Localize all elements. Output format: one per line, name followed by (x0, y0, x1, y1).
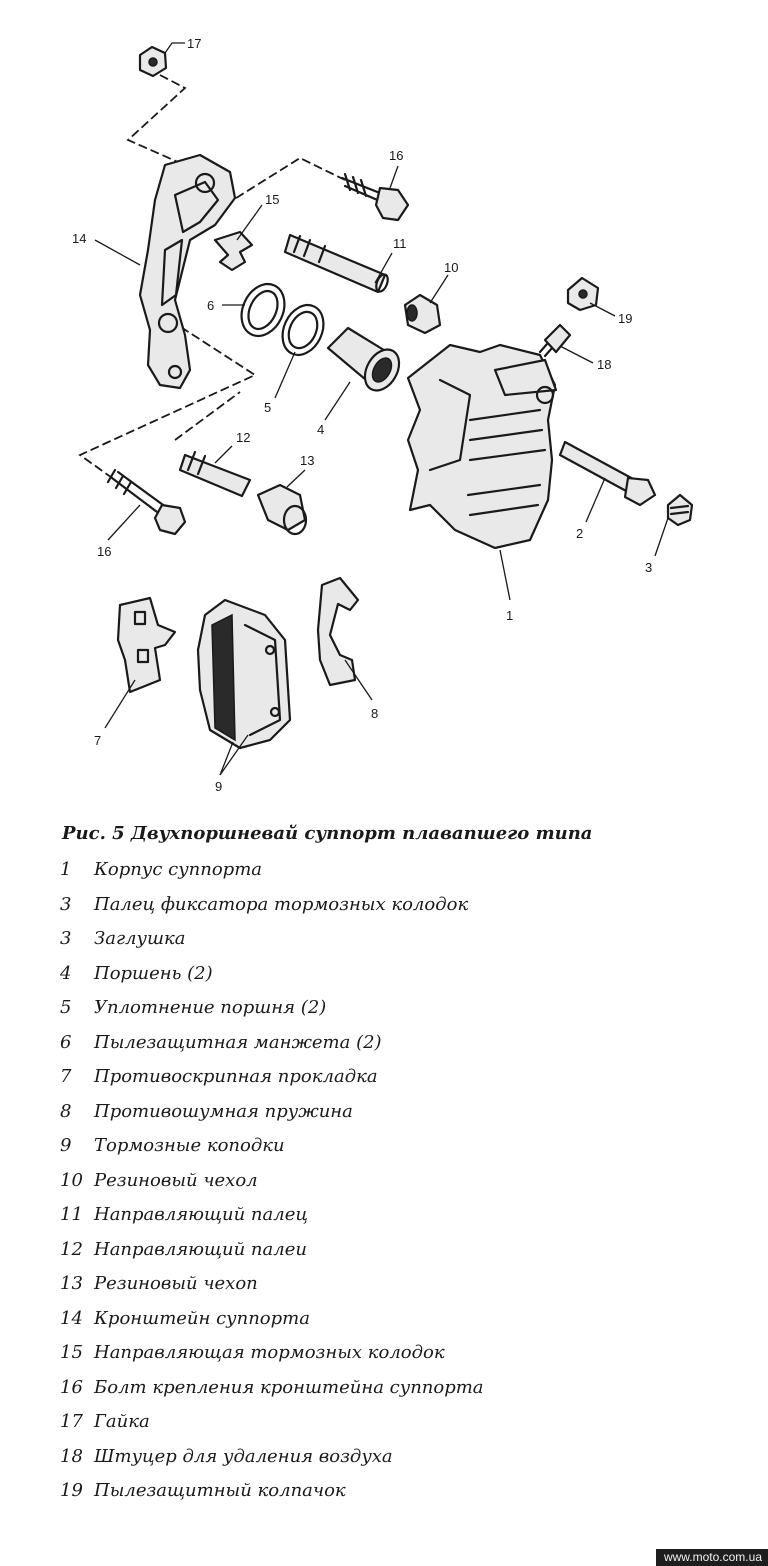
legend-text: Кронштейн суппорта (94, 1307, 310, 1329)
leader-18 (560, 346, 593, 363)
bleeder-screw (540, 325, 570, 356)
legend-num: 12 (60, 1238, 83, 1260)
legend-text: Заглушка (94, 928, 186, 949)
callout-3: 3 (645, 560, 653, 575)
legend-text: Резиновый чехоп (94, 1273, 258, 1294)
callout-14: 14 (72, 231, 87, 246)
legend-item (60, 1026, 740, 1061)
legend-item (60, 1095, 740, 1130)
leader-5 (275, 352, 295, 398)
bracket-bolt-top (342, 174, 408, 220)
legend-item (60, 888, 740, 923)
legend-num: 3 (60, 928, 72, 949)
legend-item (60, 853, 740, 888)
legend-text: Корпус суппорта (94, 859, 262, 880)
leader-7 (105, 680, 135, 728)
legend-text: Направляющая тормозных колодок (94, 1342, 445, 1363)
callout-18: 18 (597, 357, 612, 372)
callout-17: 17 (187, 36, 202, 51)
legend-num: 5 (60, 997, 72, 1018)
pad-guide (215, 232, 252, 270)
leader-15 (237, 205, 262, 240)
assembly-line-pin (175, 392, 240, 440)
legend-item (60, 957, 740, 992)
legend-num: 9 (60, 1135, 72, 1156)
legend-num: 19 (60, 1480, 83, 1501)
legend-num: 6 (60, 1031, 72, 1053)
site-watermark: www.moto.com.ua (656, 1549, 768, 1566)
legend-text: Болт крепления кронштейна суппорта (94, 1376, 484, 1398)
legend-item (60, 922, 740, 957)
callout-16-bottom: 16 (97, 544, 112, 559)
legend-text: Палец фиксатора тормозных колодок (94, 893, 469, 915)
legend-text: Гайка (94, 1411, 150, 1432)
legend-item (60, 1405, 740, 1440)
callout-10: 10 (444, 260, 459, 275)
parts-legend (60, 853, 740, 1509)
legend-text: Противошумная пружина (94, 1100, 353, 1122)
guide-pin-upper (285, 235, 390, 293)
leader-13 (287, 470, 305, 487)
legend-text: Направляющий палеи (94, 1238, 307, 1260)
legend-item (60, 1440, 740, 1475)
legend-num: 7 (60, 1066, 72, 1087)
legend-item (60, 1198, 740, 1233)
rubber-boot-10 (405, 295, 440, 333)
bracket-bolt-bottom (108, 470, 185, 534)
brake-pads (198, 600, 290, 748)
callout-7: 7 (94, 733, 102, 748)
callout-6: 6 (207, 298, 215, 313)
leader-10 (430, 275, 448, 303)
legend-item (60, 1474, 740, 1509)
legend-item (60, 1267, 740, 1302)
callout-11: 11 (393, 236, 407, 251)
pad-pin (560, 442, 655, 505)
legend-num: 15 (60, 1342, 83, 1363)
legend-num: 14 (60, 1307, 83, 1329)
legend-item (60, 1371, 740, 1406)
legend-num: 16 (60, 1376, 83, 1398)
callout-15: 15 (265, 192, 280, 207)
nut (140, 47, 166, 76)
callout-12: 12 (236, 430, 251, 445)
figure-caption: Рис. 5 Двухпоршневай суппорт плавапшего типа (62, 823, 593, 844)
callout-4: 4 (317, 422, 325, 437)
legend-item (60, 1164, 740, 1199)
leader-3 (655, 518, 668, 556)
plug (668, 495, 692, 525)
legend-item (60, 1302, 740, 1337)
callout-5: 5 (264, 400, 272, 415)
callout-1: 1 (506, 608, 514, 623)
legend-num: 1 (60, 859, 72, 880)
legend-item (60, 1060, 740, 1095)
callout-9: 9 (215, 779, 223, 794)
leader-17 (165, 43, 185, 53)
legend-text: Противоскрипная прокладка (94, 1066, 378, 1087)
legend-text: Тормозные коподки (94, 1135, 285, 1156)
leader-2 (586, 478, 605, 522)
leader-16b (108, 505, 140, 540)
piston (328, 328, 406, 397)
anti-squeal-shim (118, 598, 175, 692)
legend-text: Пылезащитный колпачок (94, 1480, 346, 1501)
legend-text: Штуцер для удаления воздуха (94, 1445, 393, 1467)
legend-text: Направляющий палец (94, 1204, 308, 1225)
rubber-boot-13 (258, 485, 306, 534)
legend-num: 4 (60, 962, 72, 984)
legend-num: 3 (60, 893, 72, 915)
legend-text: Поршень (2) (94, 962, 213, 984)
guide-pin-lower (180, 452, 250, 496)
callout-2: 2 (576, 526, 584, 541)
legend-text: Уплотнение поршня (2) (94, 997, 327, 1018)
legend-text: Пылезащитная манжета (2) (94, 1031, 382, 1053)
legend-item (60, 1129, 740, 1164)
legend-num: 11 (60, 1204, 83, 1225)
caliper-body (408, 345, 556, 548)
leader-19 (590, 303, 615, 316)
legend-num: 18 (60, 1445, 83, 1467)
legend-num: 10 (60, 1169, 83, 1191)
callout-8: 8 (371, 706, 379, 721)
leader-12 (215, 446, 232, 463)
legend-item (60, 991, 740, 1026)
leader-4 (325, 382, 350, 420)
legend-num: 17 (60, 1411, 83, 1432)
callout-13: 13 (300, 453, 315, 468)
legend-num: 8 (60, 1100, 72, 1122)
leader-16a (390, 166, 398, 188)
assembly-line-bolt-top (225, 158, 345, 205)
legend-num: 13 (60, 1273, 83, 1294)
assembly-line-nut (128, 75, 185, 162)
legend-item (60, 1336, 740, 1371)
legend-text: Резиновый чехол (94, 1169, 258, 1191)
anti-rattle-spring (318, 578, 358, 685)
callout-19: 19 (618, 311, 633, 326)
leader-1 (500, 550, 510, 600)
callout-16-top: 16 (389, 148, 404, 163)
leader-14 (95, 240, 140, 265)
legend-item (60, 1233, 740, 1268)
